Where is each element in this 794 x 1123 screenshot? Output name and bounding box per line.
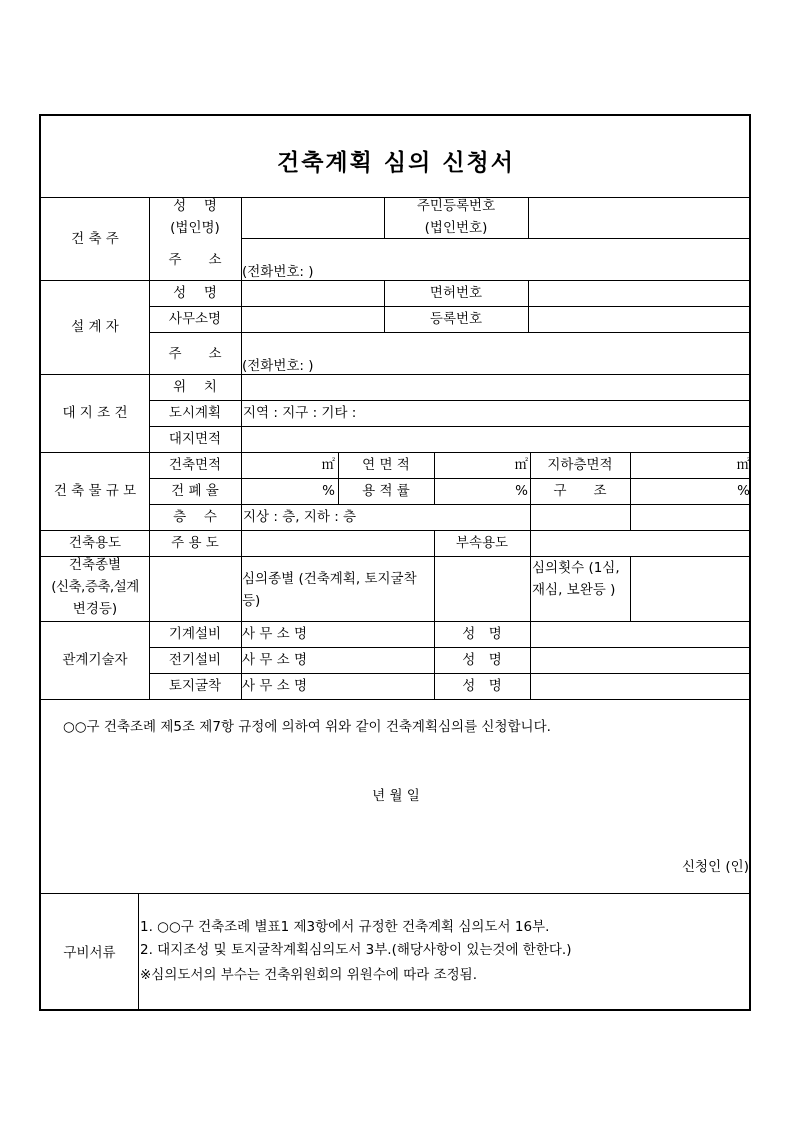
- floors-label: 층 수: [173, 509, 217, 525]
- owner-id-label: 주민등록번호: [416, 198, 496, 214]
- divider: [149, 673, 751, 674]
- site-plan-label: 도시계획: [168, 405, 222, 421]
- review-type-label: 심의종별 (건축계획, 토지굴착등): [242, 571, 417, 609]
- owner-section-label: 건 축 주: [71, 231, 119, 247]
- owner-name-label: 성 명: [173, 198, 217, 214]
- divider: [149, 647, 751, 648]
- structure-label: 구 조: [553, 483, 607, 499]
- divider: [241, 238, 751, 239]
- engineer-name-label: 성 명: [462, 652, 502, 668]
- owner-name-label-sub: (법인명): [170, 220, 220, 236]
- docs-note: ※심의도서의 부수는 건축위원회의 위원수에 따라 조정됨.: [140, 967, 478, 983]
- docs-item-1: 1. ○○구 건축조례 별표1 제3항에서 규정한 건축계획 심의도서 16부.: [140, 919, 550, 935]
- divider: [149, 306, 751, 307]
- form-title: 건축계획 심의 신청서: [277, 150, 515, 176]
- far-label: 용 적 률: [362, 483, 410, 499]
- divider: [149, 400, 751, 401]
- docs-section-label: 구비서류: [63, 945, 116, 961]
- unit-percent: %: [322, 483, 335, 499]
- docs-item-2: 2. 대지조성 및 토지굴착계획심의도서 3부.(해당사항이 있는것에 한한다.): [140, 942, 572, 958]
- unit-sqm: ㎡: [321, 457, 335, 473]
- unit-sqm: ㎡: [514, 457, 528, 473]
- owner-address-label: 주 소: [168, 252, 222, 268]
- floors-value: 지상 : 층, 지하 : 층: [243, 509, 357, 525]
- main-use-label: 주 용 도: [171, 535, 219, 551]
- engineer-name-label: 성 명: [462, 678, 502, 694]
- applicant-signature: 신청인 (인): [682, 859, 749, 875]
- divider: [41, 452, 751, 453]
- office-label: 사 무 소 명: [242, 678, 308, 694]
- application-form: [39, 114, 751, 1011]
- site-area-label: 대지면적: [168, 431, 222, 447]
- type-section-label-sub: 변경등): [72, 601, 118, 617]
- divider: [149, 504, 751, 505]
- total-area-label: 연 면 적: [362, 457, 410, 473]
- divider: [41, 621, 751, 622]
- designer-license-label: 면허번호: [429, 285, 483, 301]
- office-label: 사 무 소 명: [242, 626, 308, 642]
- coverage-label: 건 폐 율: [171, 483, 219, 499]
- owner-id-label-sub: (법인번호): [424, 220, 488, 236]
- unit-sqm: ㎡: [736, 457, 750, 473]
- divider: [41, 374, 751, 375]
- divider: [149, 426, 751, 427]
- designer-section-label: 설 계 자: [71, 319, 119, 335]
- review-count-label: 심의횟수 (1심,재심, 보완등 ): [532, 560, 620, 598]
- divider: [149, 332, 751, 333]
- divider: [530, 556, 531, 699]
- divider: [138, 893, 139, 1011]
- site-plan-value: 지역 : 지구 : 기타 :: [243, 405, 357, 421]
- engineers-section-label: 관계기술자: [62, 652, 128, 668]
- office-label: 사 무 소 명: [242, 652, 308, 668]
- owner-phone: (전화번호: ): [242, 264, 314, 280]
- designer-phone: (전화번호: ): [242, 358, 314, 374]
- site-location-label: 위 치: [173, 379, 217, 395]
- type-section-label-sub: (신축,증축,설계: [51, 579, 139, 595]
- unit-percent: %: [515, 483, 528, 499]
- use-section-label: 건축용도: [68, 535, 122, 551]
- date-line: 년 월 일: [372, 788, 420, 804]
- type-section-label: 건축종별: [68, 557, 122, 573]
- unit-percent: %: [737, 483, 750, 499]
- site-section-label: 대 지 조 건: [62, 405, 128, 421]
- divider: [41, 893, 751, 894]
- divider: [528, 197, 529, 238]
- divider: [149, 197, 150, 699]
- designer-address-label: 주 소: [168, 346, 222, 362]
- designer-reg-label: 등록번호: [429, 311, 483, 327]
- sub-use-label: 부속용도: [455, 535, 509, 551]
- divider: [41, 699, 751, 700]
- elec-label: 전기설비: [168, 652, 222, 668]
- declaration-text: ○○구 건축조례 제5조 제7항 규정에 의하여 위와 같이 건축계획심의를 신청합니다.: [63, 719, 551, 735]
- divider: [528, 280, 529, 332]
- divider: [41, 530, 751, 531]
- mech-label: 기계설비: [168, 626, 222, 642]
- building-area-label: 건축면적: [168, 457, 222, 473]
- scale-section-label: 건 축 물 규 모: [53, 483, 137, 499]
- engineer-name-label: 성 명: [462, 626, 502, 642]
- civil-label: 토지굴착: [168, 678, 222, 694]
- divider: [434, 530, 435, 699]
- divider: [149, 478, 751, 479]
- designer-office-label: 사무소명: [168, 311, 222, 327]
- basement-area-label: 지하층면적: [547, 457, 613, 473]
- divider: [41, 280, 751, 281]
- divider: [630, 556, 631, 621]
- designer-name-label: 성 명: [173, 285, 217, 301]
